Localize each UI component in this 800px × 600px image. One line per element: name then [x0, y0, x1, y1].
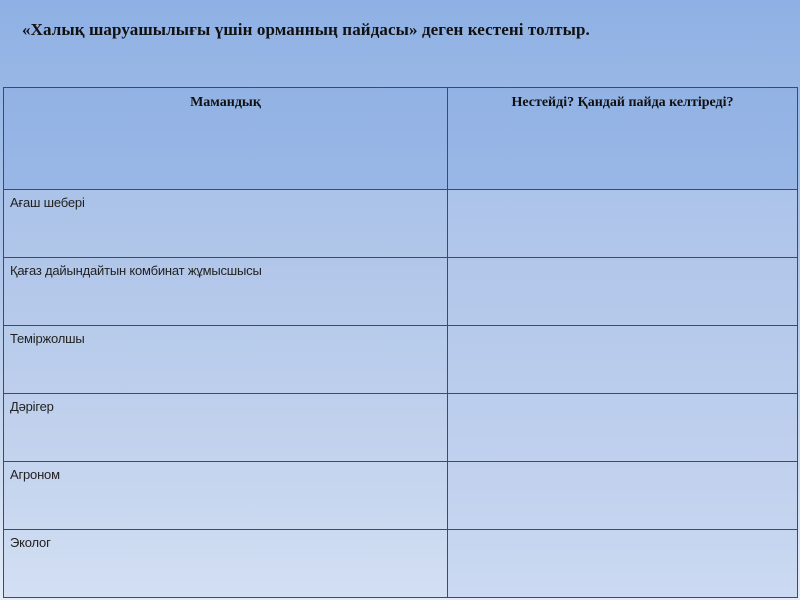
answer-cell[interactable]	[448, 530, 798, 598]
profession-cell: Теміржолшы	[4, 326, 448, 394]
table-row	[4, 530, 798, 598]
profession-cell: Ағаш шебері	[4, 190, 448, 258]
header-benefit: Нестейді? Қандай пайда келтіреді?	[448, 88, 798, 190]
answer-cell[interactable]	[448, 190, 798, 258]
table-header-row	[4, 88, 798, 190]
profession-cell: Агроном	[4, 462, 448, 530]
profession-cell: Қағаз дайындайтын комбинат жұмысшысы	[4, 258, 448, 326]
header-profession: Мамандық	[4, 88, 448, 190]
answer-cell[interactable]	[448, 462, 798, 530]
answer-cell[interactable]	[448, 394, 798, 462]
table-row	[4, 190, 798, 258]
page-title: «Халық шаруашылығы үшін орманның пайдасы» деген кестені толтыр.	[22, 20, 590, 39]
table-row	[4, 394, 798, 462]
answer-cell[interactable]	[448, 326, 798, 394]
profession-cell: Эколог	[4, 530, 448, 598]
worksheet-table	[3, 87, 798, 598]
profession-cell: Дәрігер	[4, 394, 448, 462]
table-row	[4, 258, 798, 326]
answer-cell[interactable]	[448, 258, 798, 326]
table-row	[4, 326, 798, 394]
table-row	[4, 462, 798, 530]
